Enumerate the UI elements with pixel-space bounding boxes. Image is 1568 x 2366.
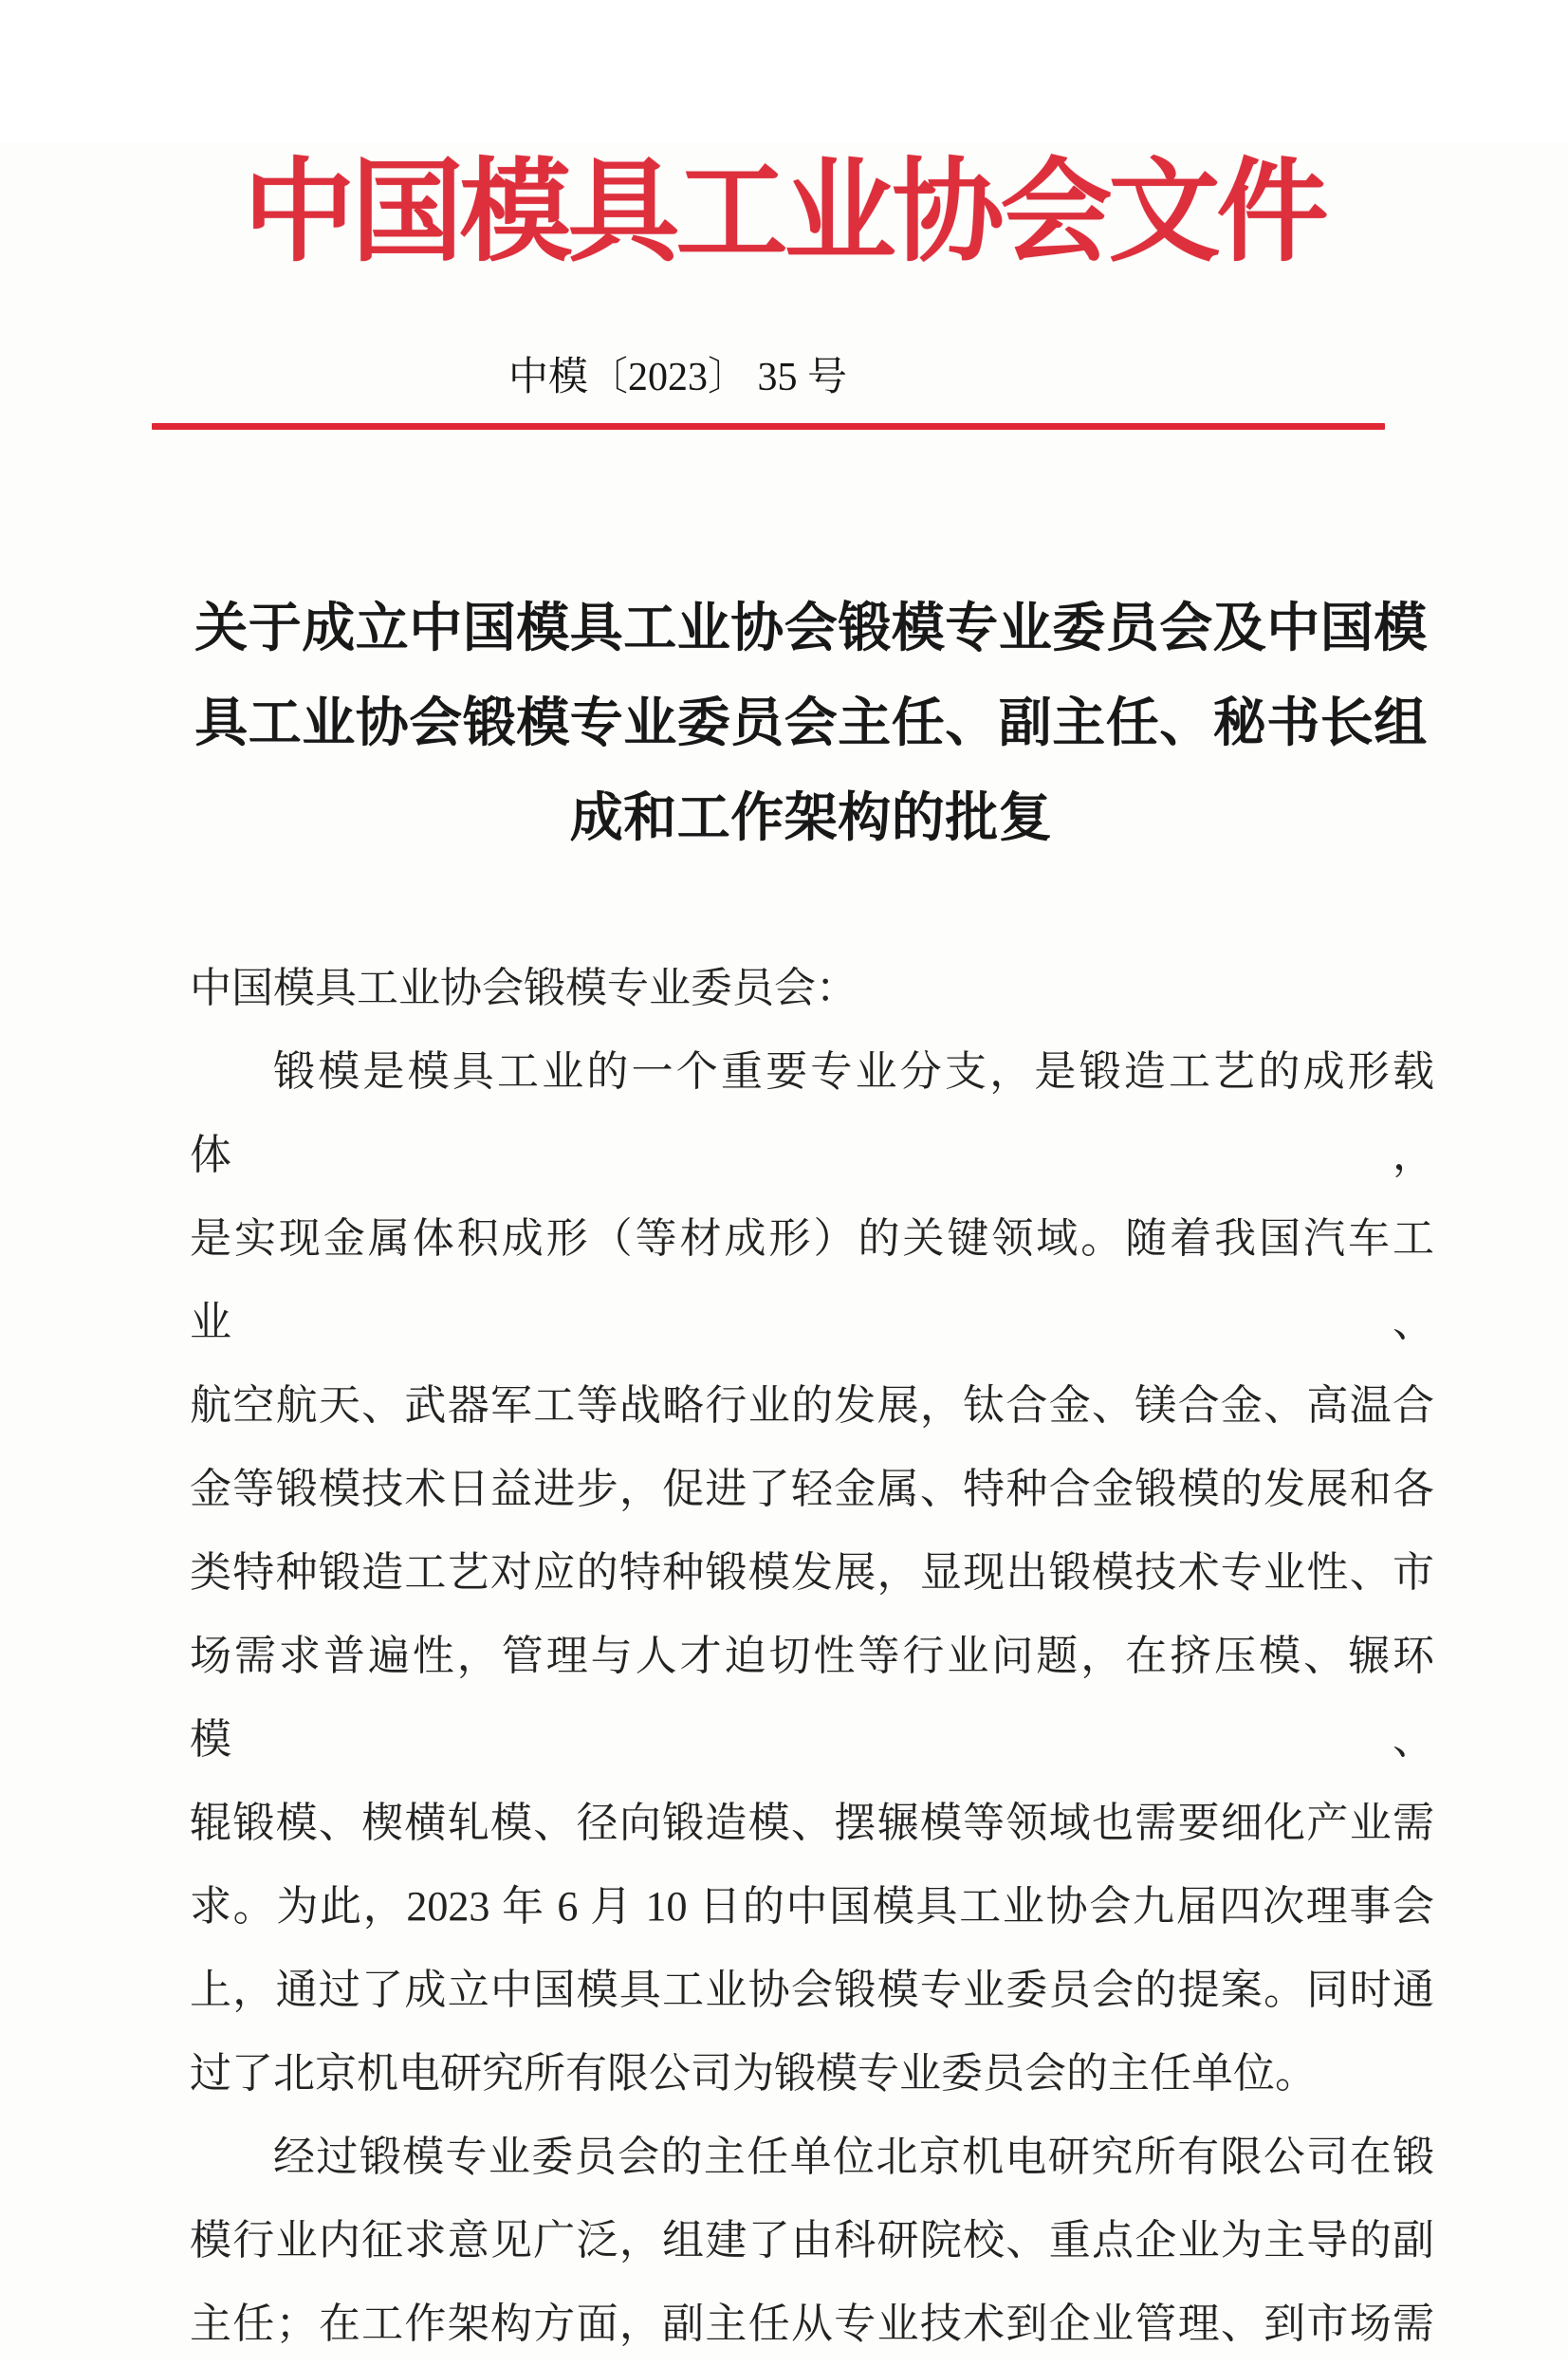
body-line: 求。为此，2023 年 6 月 10 日的中国模具工业协会九届四次理事会: [190, 1883, 1434, 1930]
org-header-title: 中国模具工业协会文件: [243, 151, 1325, 275]
salutation-line: 中国模具工业协会锻模专业委员会：: [190, 965, 858, 1011]
document-title-line-1: 关于成立中国模具工业协会锻模专业委员会及中国模: [194, 600, 1428, 658]
body-line: 过了北京机电研究所有限公司为锻模专业委员会的主任单位。: [190, 2050, 1317, 2097]
body-line: 类特种锻造工艺对应的特种锻模发展，显现出锻模技术专业性、市: [190, 1549, 1434, 1596]
document-title: [190, 582, 1432, 866]
body-line: 是实现金属体积成形（等材成形）的关键领域。随着我国汽车工业、: [190, 1215, 1434, 1345]
document-body: [190, 947, 1434, 2366]
body-line: 航空航天、武器军工等战略行业的发展，钛合金、镁合金、高温合: [190, 1382, 1434, 1429]
body-line: 辊锻模、楔横轧模、径向锻造模、摆辗模等领域也需要细化产业需: [190, 1800, 1434, 1846]
body-line: 金等锻模技术日益进步，促进了轻金属、特种合金锻模的发展和各: [190, 1466, 1434, 1512]
document-title-line-3: 成和工作架构的批复: [569, 789, 1053, 848]
body-line: 模行业内征求意见广泛，组建了由科研院校、重点企业为主导的副: [190, 2217, 1434, 2264]
doc-number: 中模〔2023〕 35 号: [507, 356, 847, 399]
body-line: 经过锻模专业委员会的主任单位北京机电研究所有限公司在锻: [273, 2134, 1434, 2180]
body-line: 上，通过了成立中国模具工业协会锻模专业委员会的提案。同时通: [190, 1967, 1434, 2013]
body-line: 锻模是模具工业的一个重要专业分支，是锻造工艺的成形载体，: [190, 1048, 1434, 1178]
document-title-line-2: 具工业协会锻模专业委员会主任、副主任、秘书长组: [194, 694, 1428, 753]
body-line: 主任；在工作架构方面，副主任从专业技术到企业管理、到市场需: [190, 2301, 1434, 2347]
red-divider-rule: [152, 423, 1385, 430]
body-line: 场需求普遍性，管理与人才迫切性等行业问题，在挤压模、辗环模、: [190, 1633, 1434, 1763]
official-document-page: [0, 142, 1568, 2360]
